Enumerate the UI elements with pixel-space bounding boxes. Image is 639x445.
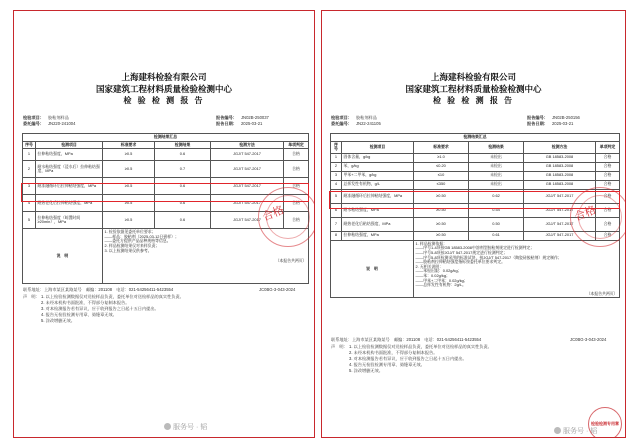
header-cell: 序号 <box>331 141 342 153</box>
note-line: ——甲苯+二甲苯：0.02g/kg； <box>415 277 468 283</box>
watermark: 服务号 · 韬 <box>554 426 597 436</box>
notes-cell <box>414 240 620 298</box>
table-row: 3 甲苯+二甲苯，g/kg ≤10 未检出 GB 18583-2008 合格 <box>331 171 620 180</box>
note-line: ——委托方提供产品品种规格等信息。 <box>104 238 171 244</box>
table-row: 4 耐热老化后拉伸粘结强度，MPa ≥0.5 0.6 JGJ/T 547-2017 合格 <box>23 195 309 212</box>
table-row: 5 拉伸粘结强度（晾置时间≥20min），MPa ≥0.5 0.6 JGJ/T 547-2017 合格 <box>23 212 309 229</box>
center-name: 国家建筑工程材料质量检验检测中心 <box>95 84 232 94</box>
note-line: ——序号5-8项检测采用的标准试块，按JGJ/T 547-2017（陶瓷砖胶粘剂）规定制作； <box>415 254 562 260</box>
report-page-1 <box>13 10 315 438</box>
header-cell: 序号 <box>23 141 36 149</box>
declaration-line: 2. 未经本机构书面批准，不得部分复制本报告。 <box>349 350 438 355</box>
note-line: ——样品：胶粘剂（2025-03-12日到样）； <box>104 233 179 239</box>
note-line: 1. 检验依据见委托单位要求； <box>104 229 156 235</box>
company-name: 上海建科检验有限公司 <box>430 72 516 82</box>
notes-label: 说 明 <box>23 229 103 284</box>
note-line: ——胶粘剂拉伸粘结强度指标按委托单位要求判定。 <box>415 259 505 265</box>
form-code: JC0BG-3-043-2024 <box>259 287 296 292</box>
order-field: 委托编号： JN220-241004 <box>23 121 76 126</box>
declaration-line: 3. 对本检测报告若有异议，应于收到报告之日起十五日内提出。 <box>349 356 467 361</box>
qualified-stamp-text: 合格 <box>260 204 286 224</box>
header-cell: 单项判定 <box>284 141 309 149</box>
order-field: 委托编号： JN22-241105 <box>331 121 381 126</box>
table-row: 1 固体含量，g/kg ≥1.0 未检出 GB 18583-2008 合格 <box>331 153 620 162</box>
table-row: 8 拉伸粘结强度，MPa ≥0.50 0.61 JGJ/T 547-2017 合格 <box>331 231 620 240</box>
header-cell: 检测项目 <box>36 141 103 149</box>
declaration-label: 声 明： <box>331 344 348 349</box>
report-number-field: 报告编号： JN02B-250037 <box>216 115 269 120</box>
footer-address: 联系地址：上海市某区某路某号 邮编：201108 电话：021-54256411-5423554 <box>23 287 174 292</box>
header-cell: 单项判定 <box>596 141 620 153</box>
report-heading: 检 验 检 测 报 告 <box>432 96 515 105</box>
note-line: 3. 以上检测结果仅供参考。 <box>104 247 152 253</box>
table-row: 3 耐冻融循环后拉伸粘结强度，MPa ≥0.5 0.6 JGJ/T 547-2017 合格 <box>23 178 309 195</box>
declaration-line: 3. 对本检测报告若有异议，应于收到报告之日起十五日内提出。 <box>41 306 159 311</box>
sample-field: 检验项目： 胶粘剂样品 <box>23 115 69 120</box>
header-cell: 检测结果 <box>469 141 524 153</box>
report-heading: 检 验 检 测 报 告 <box>123 96 205 105</box>
note-line: 1. 样品检测依据： <box>415 240 448 246</box>
report-date-field: 报告日期： 2025-03-21 <box>216 121 263 126</box>
form-code: JC0BG-3-043-2024 <box>570 337 607 342</box>
report-date-field: 报告日期： 2025-03-21 <box>527 121 574 126</box>
table-row: 1 拉伸粘结强度，MPa ≥0.5 0.6 JGJ/T 547-2017 合格 <box>23 149 309 161</box>
declaration-line: 5. 涂改增删无效。 <box>349 368 383 373</box>
wechat-icon <box>554 427 561 434</box>
header-cell: 检测方法 <box>211 141 284 149</box>
table-row: 2 耐水粘结强度（浸水后）拉伸粘结强度，MPa ≥0.5 0.7 JGJ/T 547-2017 合格 <box>23 161 309 178</box>
declaration-line: 2. 未经本机构书面批准，不得部分复制本报告。 <box>41 300 130 305</box>
table-row: 2 苯，g/kg ≤0.20 未检出 GB 18583-2008 合格 <box>331 162 620 171</box>
header-cell: 检测方法 <box>524 141 596 153</box>
notes-end: （本报告共两页） <box>586 290 618 296</box>
declaration-line: 5. 涂改增删无效。 <box>41 318 75 323</box>
declaration-line: 1. 以上检验检测数据仅对送检样品负责，委托单位对送检样品的真实性负责。 <box>41 294 184 299</box>
table-title: 检测结果汇总 <box>331 134 620 142</box>
notes-end: （本报告共两页） <box>275 258 307 264</box>
footer-address: 联系地址：上海市某区某路某号 邮编：201108 电话：021-54256411-5423554 <box>331 337 482 342</box>
wechat-icon <box>164 423 171 430</box>
inspection-seal: 检验检测专用章 <box>588 407 622 438</box>
qualified-stamp-text: 合格 <box>572 204 598 224</box>
notes-label: 说 明 <box>331 240 414 298</box>
note-line: ——苯检出限：0.02g/kg； <box>415 268 462 274</box>
header-cell: 检测结果 <box>155 141 211 149</box>
note-line: 2. 样品检测结果仅对来样负责； <box>104 242 160 248</box>
note-line: 2. 无相关说明： <box>415 263 444 269</box>
table-row: 7 耐热老化后粘结强度，MPa ≥0.50 0.50 JGJ/T 547-2017 合格 <box>331 217 620 231</box>
report-page-2 <box>321 10 626 438</box>
company-name: 上海建科检验有限公司 <box>121 72 207 82</box>
declaration-label: 声 明： <box>23 294 40 299</box>
header-cell: 标准要求 <box>414 141 469 153</box>
table-row: 4 总挥发性有机物，g/L ≤350 未检出 GB 18583-2008 合格 <box>331 180 620 189</box>
note-line: ——序号1-4项按GB 18583-2008中溶剂型胶粘剂规定进行检测判定； <box>415 245 535 251</box>
table-row: 6 耐水粘结强度，MPa ≥0.50 0.54 JGJ/T 547-2017 合格 <box>331 203 620 217</box>
header-cell: 标准要求 <box>103 141 155 149</box>
table-row: 5 耐冻融循环后拉伸粘结强度，MPa ≥0.50 0.62 JGJ/T 547-2017 合格 <box>331 189 620 203</box>
sample-field: 检验项目： 胶粘剂样品 <box>331 115 377 120</box>
watermark: 服务号 · 韬 <box>164 422 207 432</box>
declaration-line: 4. 报告无检验检测专用章、骑缝章无效。 <box>41 312 117 317</box>
declaration-line: 1. 以上检验检测数据仅对送检样品负责，委托单位对送检样品的真实性负责。 <box>349 344 492 349</box>
header-cell: 检测项目 <box>342 141 414 153</box>
notes-row <box>331 240 620 298</box>
table-title: 检测结果汇总 <box>23 134 309 142</box>
note-line: ——序号5-8项按JGJ/T 547-2017规定进行检测判定； <box>415 249 508 255</box>
note-line: ——总挥发性有机物：2g/L。 <box>415 282 466 288</box>
declaration-line: 4. 报告无检验检测专用章、骑缝章无效。 <box>349 362 425 367</box>
note-line: ——苯：0.02g/kg； <box>415 272 450 278</box>
center-name: 国家建筑工程材料质量检验检测中心 <box>405 84 542 94</box>
report-number-field: 报告编号： JN02B-250156 <box>527 115 580 120</box>
